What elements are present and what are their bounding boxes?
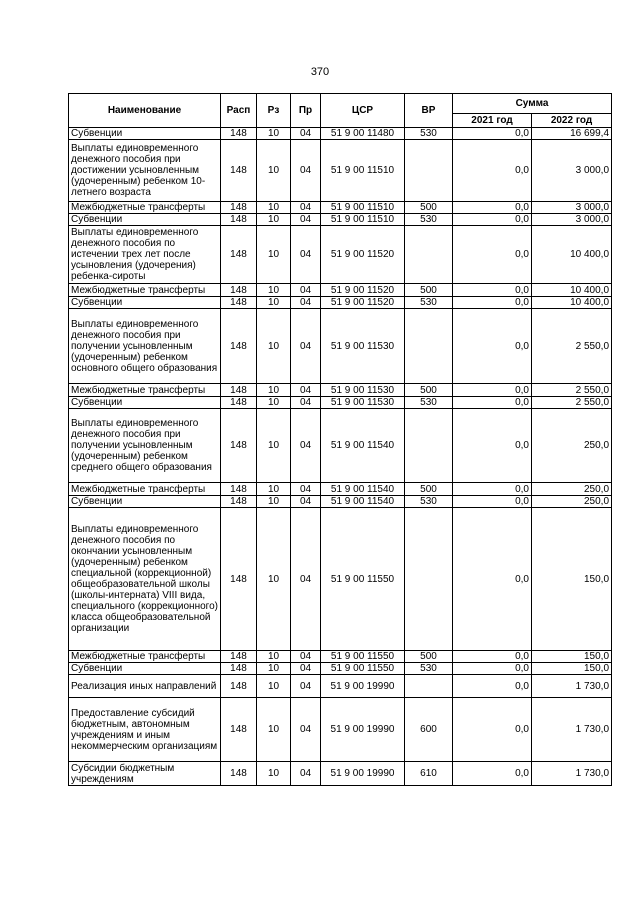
- row-pr: 04: [291, 128, 321, 140]
- row-vr: [405, 226, 453, 284]
- row-name: Выплаты единовременного денежного пособия при получении усыновленным (удочеренным) ребенком основного общего образования: [69, 309, 221, 384]
- row-rasp: 148: [221, 297, 257, 309]
- row-amount-2022: 16 699,4: [532, 128, 612, 140]
- table-row: [69, 202, 612, 214]
- row-name: Межбюджетные трансферты: [69, 384, 221, 397]
- row-pr: 04: [291, 675, 321, 698]
- header-2022: 2022 год: [532, 114, 612, 128]
- budget-table: [68, 93, 612, 786]
- row-amount-2021: 0,0: [453, 128, 532, 140]
- row-amount-2021: 0,0: [453, 309, 532, 384]
- row-vr: 530: [405, 297, 453, 309]
- row-amount-2022: 250,0: [532, 496, 612, 508]
- row-vr: 500: [405, 483, 453, 496]
- row-csr: 51 9 00 11550: [321, 663, 405, 675]
- table-row: [69, 226, 612, 284]
- row-pr: 04: [291, 409, 321, 483]
- row-amount-2022: 10 400,0: [532, 226, 612, 284]
- row-rasp: 148: [221, 128, 257, 140]
- row-rz: 10: [257, 651, 291, 663]
- row-name: Субвенции: [69, 496, 221, 508]
- row-name: Выплаты единовременного денежного пособия по окончании усыновленным (удочеренным) ребенком специальной (коррекционной) общеобразовательной школы (школы-интерната) VIII вида, специального (коррекционного) класса общеобразовательной организации: [69, 508, 221, 651]
- row-csr: 51 9 00 11530: [321, 309, 405, 384]
- row-vr: 530: [405, 128, 453, 140]
- row-amount-2022: 2 550,0: [532, 309, 612, 384]
- row-rasp: 148: [221, 226, 257, 284]
- table-row: [69, 409, 612, 483]
- row-name: Субвенции: [69, 297, 221, 309]
- row-rz: 10: [257, 140, 291, 202]
- row-rz: 10: [257, 128, 291, 140]
- row-amount-2021: 0,0: [453, 226, 532, 284]
- row-csr: 51 9 00 11520: [321, 297, 405, 309]
- row-amount-2021: 0,0: [453, 202, 532, 214]
- row-amount-2021: 0,0: [453, 397, 532, 409]
- header-csr: ЦСР: [321, 94, 405, 128]
- row-amount-2022: 1 730,0: [532, 675, 612, 698]
- row-amount-2021: 0,0: [453, 284, 532, 297]
- row-amount-2022: 10 400,0: [532, 297, 612, 309]
- row-name: Субвенции: [69, 128, 221, 140]
- row-name: Межбюджетные трансферты: [69, 202, 221, 214]
- row-amount-2021: 0,0: [453, 483, 532, 496]
- row-amount-2022: 1 730,0: [532, 762, 612, 786]
- row-rz: 10: [257, 214, 291, 226]
- row-pr: 04: [291, 698, 321, 762]
- row-amount-2021: 0,0: [453, 384, 532, 397]
- row-name: Межбюджетные трансферты: [69, 483, 221, 496]
- header-pr: Пр: [291, 94, 321, 128]
- table-row: [69, 663, 612, 675]
- row-amount-2022: 250,0: [532, 483, 612, 496]
- table-row: [69, 508, 612, 651]
- table-row: [69, 651, 612, 663]
- row-csr: 51 9 00 11530: [321, 384, 405, 397]
- row-rasp: 148: [221, 762, 257, 786]
- row-name: Субвенции: [69, 214, 221, 226]
- row-rasp: 148: [221, 309, 257, 384]
- row-name: Субвенции: [69, 663, 221, 675]
- row-csr: 51 9 00 11510: [321, 214, 405, 226]
- row-pr: 04: [291, 284, 321, 297]
- row-name: Выплаты единовременного денежного пособия по истечении трех лет после усыновления (удочерения) ребенка-сироты: [69, 226, 221, 284]
- row-vr: 530: [405, 397, 453, 409]
- row-rz: 10: [257, 309, 291, 384]
- row-rz: 10: [257, 226, 291, 284]
- row-pr: 04: [291, 651, 321, 663]
- row-vr: 610: [405, 762, 453, 786]
- row-amount-2022: 10 400,0: [532, 284, 612, 297]
- row-amount-2022: 3 000,0: [532, 202, 612, 214]
- row-vr: 530: [405, 496, 453, 508]
- row-csr: 51 9 00 19990: [321, 762, 405, 786]
- row-rz: 10: [257, 508, 291, 651]
- table-row: [69, 397, 612, 409]
- row-amount-2021: 0,0: [453, 651, 532, 663]
- header-rz: Рз: [257, 94, 291, 128]
- row-vr: [405, 675, 453, 698]
- row-amount-2021: 0,0: [453, 762, 532, 786]
- row-pr: 04: [291, 297, 321, 309]
- row-amount-2021: 0,0: [453, 663, 532, 675]
- row-amount-2021: 0,0: [453, 140, 532, 202]
- table-row: [69, 483, 612, 496]
- row-rasp: 148: [221, 483, 257, 496]
- row-rz: 10: [257, 698, 291, 762]
- row-amount-2022: 150,0: [532, 508, 612, 651]
- row-rasp: 148: [221, 496, 257, 508]
- row-name: Субвенции: [69, 397, 221, 409]
- row-csr: 51 9 00 19990: [321, 675, 405, 698]
- row-csr: 51 9 00 11550: [321, 508, 405, 651]
- row-name: Предоставление субсидий бюджетным, автономным учреждениям и иным некоммерческим организациям: [69, 698, 221, 762]
- row-pr: 04: [291, 496, 321, 508]
- row-amount-2021: 0,0: [453, 698, 532, 762]
- row-pr: 04: [291, 202, 321, 214]
- row-vr: [405, 508, 453, 651]
- table-row: [69, 698, 612, 762]
- row-pr: 04: [291, 762, 321, 786]
- row-vr: [405, 409, 453, 483]
- row-rz: 10: [257, 762, 291, 786]
- row-rz: 10: [257, 297, 291, 309]
- row-rasp: 148: [221, 284, 257, 297]
- row-rz: 10: [257, 384, 291, 397]
- row-amount-2021: 0,0: [453, 508, 532, 651]
- row-amount-2021: 0,0: [453, 496, 532, 508]
- row-rasp: 148: [221, 397, 257, 409]
- row-name: Выплаты единовременного денежного пособия при достижении усыновленным (удочеренным) ребенком 10-летнего возраста: [69, 140, 221, 202]
- row-name: Субсидии бюджетным учреждениям: [69, 762, 221, 786]
- row-name: Межбюджетные трансферты: [69, 284, 221, 297]
- row-amount-2021: 0,0: [453, 409, 532, 483]
- table-row: [69, 128, 612, 140]
- row-pr: 04: [291, 214, 321, 226]
- row-vr: [405, 309, 453, 384]
- row-amount-2022: 250,0: [532, 409, 612, 483]
- row-csr: 51 9 00 11520: [321, 226, 405, 284]
- row-rz: 10: [257, 397, 291, 409]
- row-rz: 10: [257, 483, 291, 496]
- row-vr: 500: [405, 651, 453, 663]
- row-rasp: 148: [221, 202, 257, 214]
- row-csr: 51 9 00 11510: [321, 140, 405, 202]
- page-number: 370: [310, 66, 330, 78]
- table-row: [69, 384, 612, 397]
- row-rz: 10: [257, 675, 291, 698]
- row-csr: 51 9 00 11520: [321, 284, 405, 297]
- row-csr: 51 9 00 11540: [321, 483, 405, 496]
- table-row: [69, 762, 612, 786]
- row-rasp: 148: [221, 140, 257, 202]
- row-pr: 04: [291, 508, 321, 651]
- row-csr: 51 9 00 11540: [321, 496, 405, 508]
- row-amount-2022: 1 730,0: [532, 698, 612, 762]
- row-pr: 04: [291, 384, 321, 397]
- row-rasp: 148: [221, 675, 257, 698]
- row-csr: 51 9 00 11550: [321, 651, 405, 663]
- row-amount-2021: 0,0: [453, 297, 532, 309]
- row-amount-2022: 3 000,0: [532, 140, 612, 202]
- row-rz: 10: [257, 663, 291, 675]
- table-row: [69, 214, 612, 226]
- row-vr: 500: [405, 202, 453, 214]
- row-csr: 51 9 00 11530: [321, 397, 405, 409]
- row-rasp: 148: [221, 508, 257, 651]
- row-rasp: 148: [221, 698, 257, 762]
- row-pr: 04: [291, 663, 321, 675]
- header-2021: 2021 год: [453, 114, 532, 128]
- table-row: [69, 309, 612, 384]
- row-csr: 51 9 00 11510: [321, 202, 405, 214]
- row-amount-2021: 0,0: [453, 675, 532, 698]
- row-vr: 500: [405, 284, 453, 297]
- row-vr: [405, 140, 453, 202]
- table-row: [69, 297, 612, 309]
- row-vr: 500: [405, 384, 453, 397]
- row-pr: 04: [291, 397, 321, 409]
- header-sum: Сумма: [453, 94, 612, 114]
- row-amount-2022: 2 550,0: [532, 384, 612, 397]
- table-row: [69, 284, 612, 297]
- row-amount-2022: 150,0: [532, 663, 612, 675]
- row-vr: 600: [405, 698, 453, 762]
- row-amount-2022: 3 000,0: [532, 214, 612, 226]
- row-rz: 10: [257, 496, 291, 508]
- header-vr: ВР: [405, 94, 453, 128]
- row-pr: 04: [291, 483, 321, 496]
- row-rz: 10: [257, 284, 291, 297]
- row-rasp: 148: [221, 409, 257, 483]
- row-pr: 04: [291, 140, 321, 202]
- row-rz: 10: [257, 409, 291, 483]
- row-name: Реализация иных направлений: [69, 675, 221, 698]
- row-rasp: 148: [221, 214, 257, 226]
- row-csr: 51 9 00 19990: [321, 698, 405, 762]
- table-row: [69, 675, 612, 698]
- row-amount-2022: 2 550,0: [532, 397, 612, 409]
- row-pr: 04: [291, 309, 321, 384]
- row-name: Межбюджетные трансферты: [69, 651, 221, 663]
- row-vr: 530: [405, 214, 453, 226]
- row-pr: 04: [291, 226, 321, 284]
- row-csr: 51 9 00 11480: [321, 128, 405, 140]
- table-row: [69, 140, 612, 202]
- row-rasp: 148: [221, 663, 257, 675]
- row-csr: 51 9 00 11540: [321, 409, 405, 483]
- row-amount-2021: 0,0: [453, 214, 532, 226]
- row-rasp: 148: [221, 384, 257, 397]
- header-name: Наименование: [69, 94, 221, 128]
- table-row: [69, 496, 612, 508]
- row-amount-2022: 150,0: [532, 651, 612, 663]
- header-rasp: Расп: [221, 94, 257, 128]
- row-rz: 10: [257, 202, 291, 214]
- row-vr: 530: [405, 663, 453, 675]
- row-rasp: 148: [221, 651, 257, 663]
- row-name: Выплаты единовременного денежного пособия при получении усыновленным (удочеренным) ребенком среднего общего образования: [69, 409, 221, 483]
